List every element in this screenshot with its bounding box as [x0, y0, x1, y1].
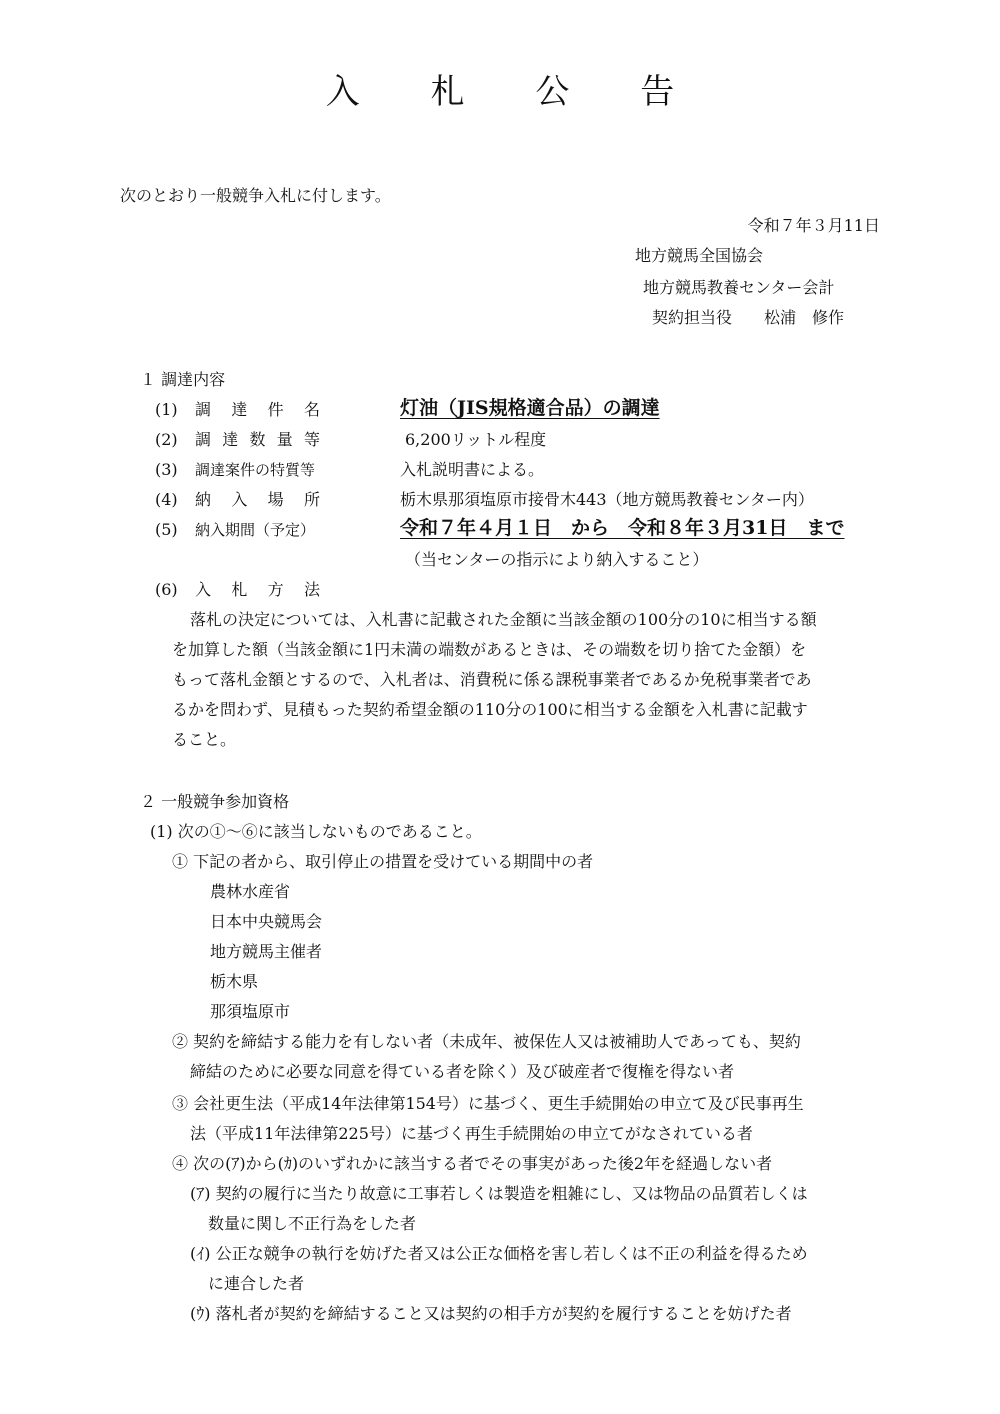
- org-list-item: 地方競馬主催者: [210, 942, 323, 961]
- method-text-line: ること。: [172, 730, 237, 749]
- section2-heading: ２ 一般競争参加資格: [140, 792, 290, 811]
- subitem-b-line: に連合した者: [208, 1274, 305, 1293]
- subitem-b-line: (ｲ) 公正な競争の執行を妨げた者又は公正な価格を害し若しくは不正の利益を得るため: [190, 1244, 808, 1263]
- item-value: 6,200リットル程度: [405, 430, 547, 449]
- accounting-unit: 地方競馬教養センター会計: [643, 278, 835, 297]
- section2-item2-line: 締結のために必要な同意を得ている者を除く）及び破産者で復権を得ない者: [190, 1062, 735, 1081]
- org-list-item: 栃木県: [210, 972, 259, 991]
- item-number: (4): [155, 490, 178, 509]
- item-number: (6): [155, 580, 178, 599]
- item-note: （当センターの指示により納入すること）: [405, 550, 709, 569]
- method-text-line: を加算した額（当該金額に1円未満の端数があるときは、その端数を切り捨てた金額）を: [172, 640, 807, 659]
- section2-sub1: (1) 次の①～⑥に該当しないものであること。: [150, 822, 482, 841]
- item-label: 納入期間（予定）: [195, 521, 316, 539]
- section2-item2-line: ② 契約を締結する能力を有しない者（未成年、被保佐人又は被補助人であっても、契約: [172, 1032, 801, 1051]
- item-label: 調達件名: [195, 400, 320, 419]
- method-text-line: るかを問わず、見積もった契約希望金額の110分の100に相当する金額を入札書に記載す: [172, 700, 808, 719]
- item-number: (3): [155, 460, 178, 479]
- org-list-item: 日本中央競馬会: [210, 912, 323, 931]
- item-number: (1): [155, 400, 178, 419]
- org-list-item: 那須塩原市: [210, 1002, 291, 1021]
- page-title: 入 札 公 告: [325, 72, 705, 112]
- item-label: 調達数量等: [195, 430, 320, 449]
- intro-text: 次のとおり一般競争入札に付します。: [120, 186, 391, 205]
- item-number: (2): [155, 430, 178, 449]
- method-text-line: もって落札金額とするので、入札者は、消費税に係る課税事業者であるか免税事業者であ: [172, 670, 812, 689]
- item-label: 調達案件の特質等: [195, 461, 316, 479]
- item-value: 令和７年４月１日 から 令和８年３月31日 まで: [400, 517, 845, 539]
- item-value: 入札説明書による。: [400, 460, 545, 479]
- contract-officer: 契約担当役 松浦 修作: [652, 308, 845, 327]
- org-list-item: 農林水産省: [210, 882, 291, 901]
- organization-name: 地方競馬全国協会: [635, 246, 764, 265]
- section1-heading: １ 調達内容: [140, 370, 226, 389]
- section2-item3-line: ③ 会社更生法（平成14年法律第154号）に基づく、更生手続開始の申立て及び民事再生: [172, 1094, 804, 1113]
- section2-item4: ④ 次の(ｱ)から(ｶ)のいずれかに該当する者でその事実があった後2年を経過しない者: [172, 1154, 773, 1173]
- item-label: 入札方法: [195, 580, 320, 599]
- item-number: (5): [155, 520, 178, 539]
- announcement-date: 令和７年３月11日: [747, 216, 880, 235]
- item-value: 灯油（JIS規格適合品）の調達: [400, 397, 660, 419]
- section2-item3-line: 法（平成11年法律第225号）に基づく再生手続開始の申立てがなされている者: [190, 1124, 753, 1143]
- subitem-c-line: (ｳ) 落札者が契約を締結すること又は契約の相手方が契約を履行することを妨げた者: [190, 1304, 792, 1323]
- section2-item1: ① 下記の者から、取引停止の措置を受けている期間中の者: [172, 852, 594, 871]
- subitem-a-line: 数量に関し不正行為をした者: [208, 1214, 417, 1233]
- method-text-line: 落札の決定については、入札書に記載された金額に当該金額の100分の10に相当する額: [190, 610, 817, 629]
- item-value: 栃木県那須塩原市接骨木443（地方競馬教養センター内）: [400, 490, 814, 509]
- subitem-a-line: (ｱ) 契約の履行に当たり故意に工事若しくは製造を粗雑にし、又は物品の品質若しくは: [190, 1184, 808, 1203]
- item-label: 納入場所: [195, 490, 320, 509]
